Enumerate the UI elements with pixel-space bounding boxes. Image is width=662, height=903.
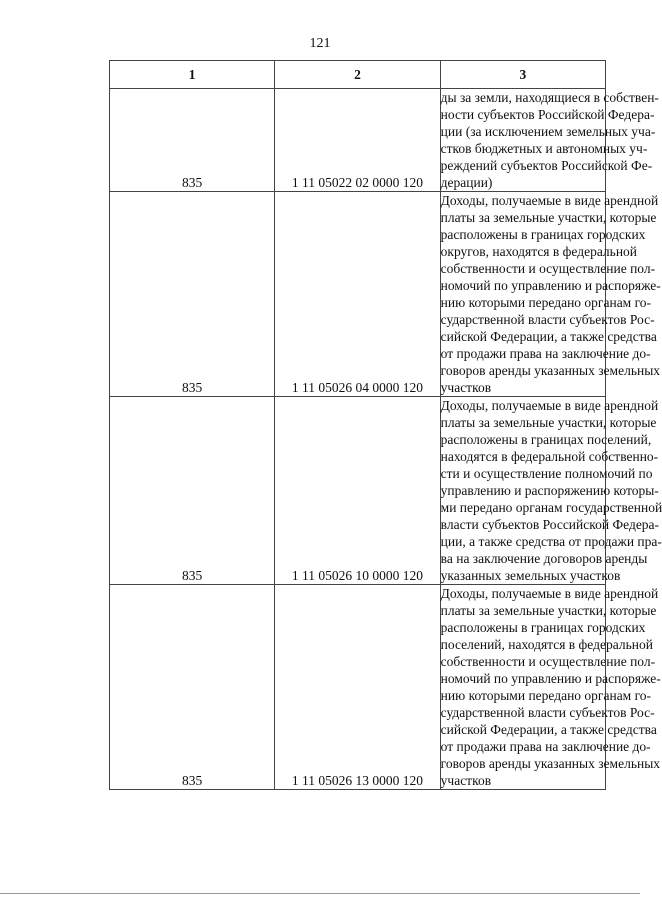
description-line: ва на заключение договоров аренды (440, 551, 648, 566)
description-line: говоров аренды указанных земельных (440, 363, 661, 378)
description-line: управлению и распоряжению которы- (440, 483, 659, 498)
description-cell (440, 192, 661, 397)
description-line: сударственной власти субъектов Рос- (440, 705, 655, 720)
description-line: дерации) (440, 175, 493, 190)
description-line: собственности и осуществление пол- (440, 261, 656, 276)
description-line: реждений субъектов Российской Фе- (440, 158, 653, 173)
column-header-3: 3 (440, 61, 605, 89)
description-line: говоров аренды указанных земельных (440, 756, 661, 771)
description-line: стков бюджетных и автономных уч- (440, 141, 648, 156)
table-header-row (110, 61, 606, 89)
description-line: номочий по управлению и распоряже- (440, 671, 661, 686)
admin-code-cell: 835 (110, 89, 275, 192)
description-line: расположены в границах городских (440, 227, 646, 242)
admin-code-cell: 835 (110, 585, 275, 790)
description-line: нию которыми передано органам го- (440, 295, 652, 310)
description-line: сударственной власти субъектов Рос- (440, 312, 655, 327)
description-cell (440, 397, 662, 585)
table-row (110, 585, 606, 790)
description-line: сийской Федерации, а также средства (440, 722, 657, 737)
description-line: ции (за исключением земельных уча- (440, 124, 656, 139)
revenue-code-cell: 1 11 05026 04 0000 120 (275, 192, 440, 397)
description-line: ности субъектов Российской Федера- (440, 107, 655, 122)
description-line: от продажи права на заключение до- (440, 739, 651, 754)
description-line: расположены в границах городских (440, 620, 646, 635)
table-row (110, 192, 606, 397)
description-line: ции, а также средства от продажи пра- (440, 534, 662, 549)
page-number: 121 (309, 36, 331, 51)
description-line: собственности и осуществление пол- (440, 654, 656, 669)
budget-classification-table (109, 60, 662, 790)
description-line: указанных земельных участков (440, 568, 621, 583)
description-line: участков (440, 380, 492, 395)
admin-code-cell: 835 (110, 192, 275, 397)
description-line: ми передано органам государственной (440, 500, 662, 515)
description-line: Доходы, получаемые в виде арендной (440, 586, 659, 601)
description-line: сти и осуществление полномочий по (440, 466, 653, 481)
revenue-code-cell: 1 11 05026 13 0000 120 (275, 585, 440, 790)
scan-edge-line (0, 893, 640, 894)
description-line: нию которыми передано органам го- (440, 688, 652, 703)
revenue-code-cell: 1 11 05026 10 0000 120 (275, 397, 440, 585)
description-line: власти субъектов Российской Федера- (440, 517, 660, 532)
table-body (110, 89, 662, 790)
table-row (110, 89, 606, 192)
description-line: платы за земельные участки, которые (440, 415, 657, 430)
description-line: находятся в федеральной собственно- (440, 449, 659, 464)
admin-code-cell: 835 (110, 397, 275, 585)
description-line: поселений, находятся в федеральной (440, 637, 653, 652)
description-line: платы за земельные участки, которые (440, 210, 657, 225)
description-line: ды за земли, находящиеся в собствен- (440, 90, 659, 105)
description-line: расположены в границах поселений, (440, 432, 652, 447)
description-line: номочий по управлению и распоряже- (440, 278, 661, 293)
table-row (110, 397, 606, 585)
description-line: округов, находятся в федеральной (440, 244, 638, 259)
description-line: Доходы, получаемые в виде арендной (440, 193, 659, 208)
description-line: участков (440, 773, 492, 788)
description-line: от продажи права на заключение до- (440, 346, 651, 361)
description-cell (440, 89, 659, 192)
revenue-code-cell: 1 11 05022 02 0000 120 (275, 89, 440, 192)
description-cell (440, 585, 661, 790)
column-header-1: 1 (110, 61, 275, 89)
column-header-2: 2 (275, 61, 440, 89)
description-line: сийской Федерации, а также средства (440, 329, 657, 344)
description-line: Доходы, получаемые в виде арендной (440, 398, 659, 413)
description-line: платы за земельные участки, которые (440, 603, 657, 618)
